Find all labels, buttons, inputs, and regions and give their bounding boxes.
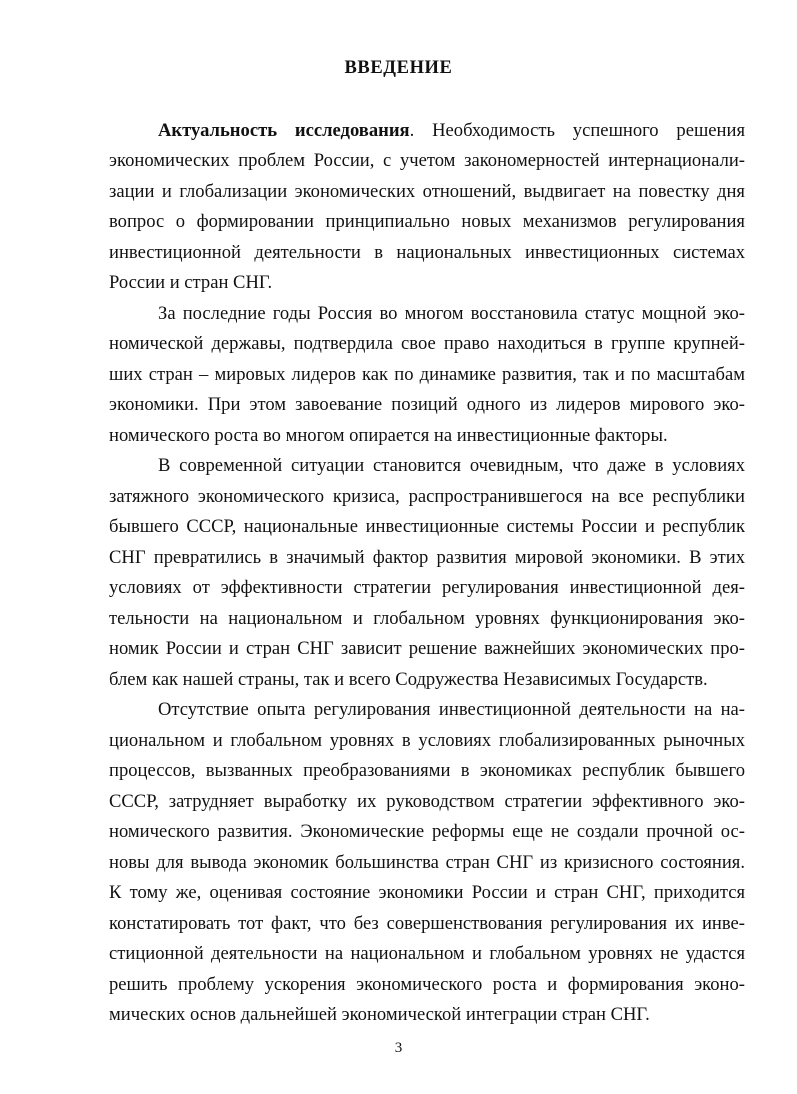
paragraph-line: номического роста во многом опирается на инвестиционные факторы. xyxy=(109,425,668,446)
paragraph-line: вопрос о формировании принципиально новых механизмов регулирования xyxy=(109,211,745,232)
paragraph-line: новы для вывода экономик большинства стран СНГ из кризисного состояния. xyxy=(109,852,745,873)
paragraph-line: России и стран СНГ. xyxy=(109,272,273,293)
paragraph-line: процессов, вызванных преобразованиями в экономиках республик бывшего xyxy=(109,760,745,781)
paragraph-line: зации и глобализации экономических отношений, выдвигает на повестку дня xyxy=(109,181,745,202)
paragraph-line: бывшего СССР, национальные инвестиционные системы России и республик xyxy=(109,516,745,537)
paragraph-line: инвестиционной деятельности в национальных инвестиционных системах xyxy=(109,242,745,263)
paragraph-line: ших стран – мировых лидеров как по динамике развития, так и по масштабам xyxy=(109,364,745,385)
paragraph-line: Актуальность исследования. Необходимость успешного решения xyxy=(158,120,746,141)
lead-term: Актуальность исследования xyxy=(158,120,410,141)
paragraph-line: циональном и глобальном уровнях в условиях глобализированных рыночных xyxy=(109,730,745,751)
paragraph-line: условиях от эффективности стратегии регулирования инвестиционной дея- xyxy=(109,577,745,598)
paragraph-line: тельности на национальном и глобальном уровнях функционирования эко- xyxy=(109,608,745,629)
paragraph-line: констатировать тот факт, что без совершенствования регулирования их инве- xyxy=(109,913,745,934)
paragraph-line: В современной ситуации становится очевидным, что даже в условиях xyxy=(158,455,745,476)
paragraph-line: К тому же, оценивая состояние экономики России и стран СНГ, приходится xyxy=(109,882,745,903)
paragraph-line: СССР, затрудняет выработку их руководством стратегии эффективного эко- xyxy=(109,791,745,812)
paragraph-line: СНГ превратились в значимый фактор развития мировой экономики. В этих xyxy=(109,547,745,568)
paragraph-line: За последние годы Россия во многом восстановила статус мощной эко- xyxy=(158,303,745,324)
paragraph-line: блем как нашей страны, так и всего Содружества Независимых Государств. xyxy=(109,669,708,690)
paragraph-line: затяжного экономического кризиса, распространившегося на все республики xyxy=(109,486,745,507)
paragraph-line: стиционной деятельности на национальном и глобальном уровнях не удастся xyxy=(109,943,745,964)
paragraph-line: номик России и стран СНГ зависит решение важнейших экономических про- xyxy=(109,638,745,659)
paragraph-line: Отсутствие опыта регулирования инвестиционной деятельности на на- xyxy=(158,699,745,720)
page-number: 3 xyxy=(394,1040,403,1056)
paragraph-line: номической державы, подтвердила свое право находиться в группе крупней- xyxy=(109,333,745,354)
paragraph-line: экономики. При этом завоевание позиций одного из лидеров мирового эко- xyxy=(109,394,745,415)
page-title: ВВЕДЕНИЕ xyxy=(344,58,453,78)
paragraph-line: номического развития. Экономические реформы еще не создали прочной ос- xyxy=(109,821,745,842)
paragraph-line: решить проблему ускорения экономического роста и формирования эконо- xyxy=(109,974,745,995)
paragraph-line: мических основ дальнейшей экономической интеграции стран СНГ. xyxy=(109,1004,650,1025)
paragraph-line: экономических проблем России, с учетом закономерностей интернационали- xyxy=(109,150,745,171)
